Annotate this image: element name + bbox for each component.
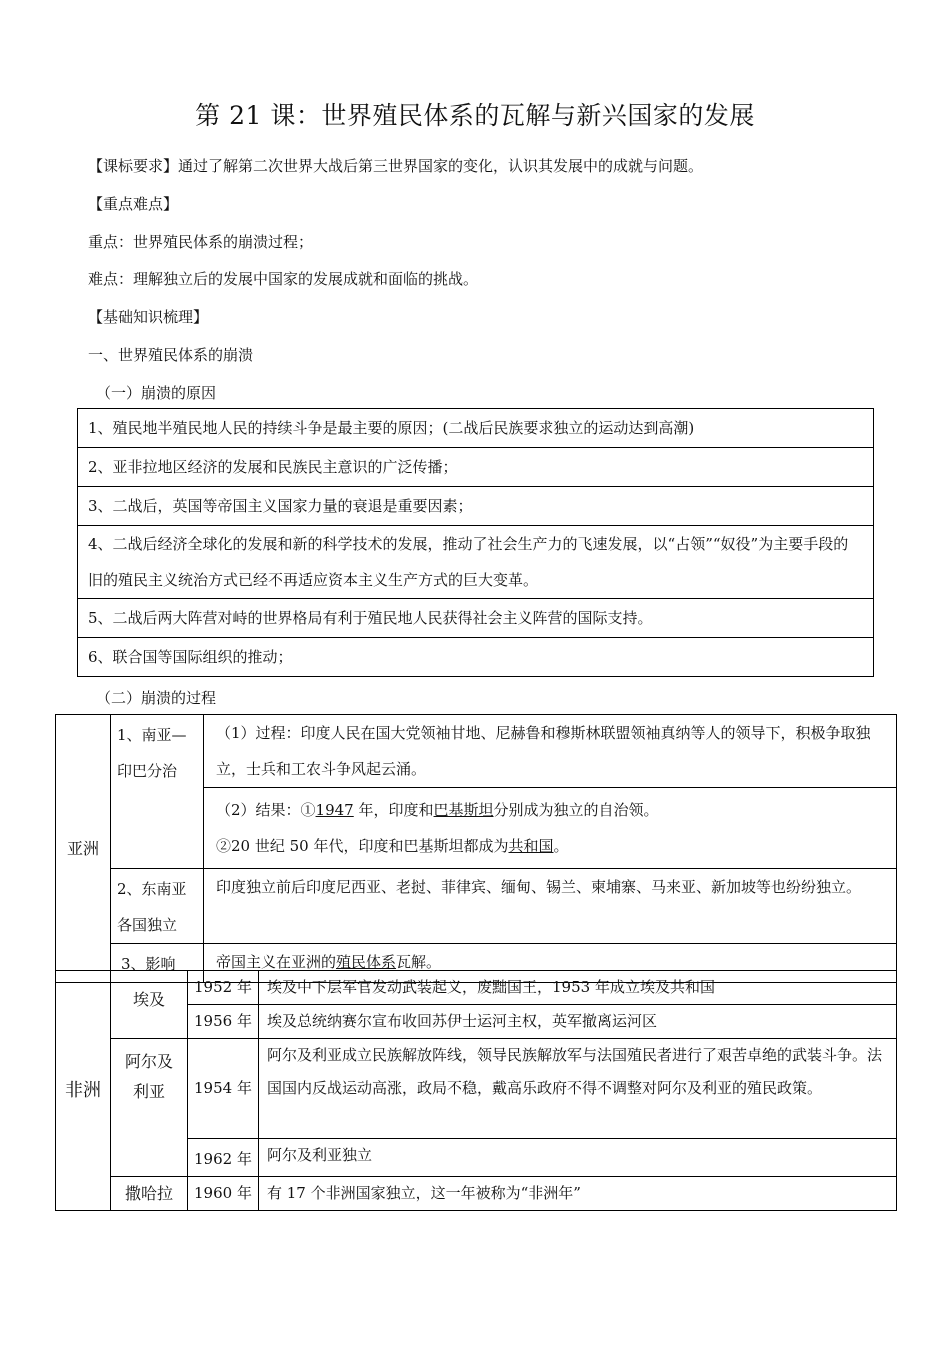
india-process-cell: （1）过程：印度人民在国大党领袖甘地、尼赫鲁和穆斯林联盟领袖真纳等人的领导下，积极争取独立，士兵和工农斗争风起云涌。: [204, 715, 897, 788]
table-row: [56, 869, 897, 944]
impact-prefix: 帝国主义在亚洲的: [216, 953, 337, 971]
standard-label: 【课标要求】: [88, 157, 179, 175]
country-cell: 撒哈拉: [111, 1177, 188, 1211]
country-cell: [111, 1039, 188, 1177]
cause-cell: 3、二战后，英国等帝国主义国家力量的衰退是重要因素；: [78, 487, 874, 526]
result-prefix: （2）结果：①: [216, 801, 316, 819]
table-row: [56, 715, 897, 788]
country-cell: 埃及: [111, 971, 188, 1039]
basics-label: 【基础知识梳理】: [88, 308, 209, 326]
table-row: [56, 1177, 897, 1211]
event-cell: 埃及中下层军官发动武装起义，废黜国王，1953 年成立埃及共和国: [259, 971, 897, 1005]
standard-text: 通过了解第二次世界大战后第三世界国家的变化，认识其发展中的成就与问题。: [178, 157, 704, 175]
cause-cell: 4、二战后经济全球化的发展和新的科学技术的发展，推动了社会生产力的飞速发展，以“占领”“奴役”为主要手段的旧的殖民主义统治方式已经不再适应资本主义生产方式的巨大变革。: [78, 526, 874, 599]
year-cell: 1954 年: [188, 1039, 259, 1139]
sea-desc-cell: 印度独立前后印度尼西亚、老挝、菲律宾、缅甸、锡兰、柬埔寨、马来亚、新加坡等也纷纷独立。: [204, 869, 897, 944]
india-result-line-1: [216, 792, 888, 828]
result-mid: 年，印度和: [353, 801, 434, 819]
table-row: [78, 638, 874, 677]
result2-end: 。: [553, 837, 569, 855]
cause-cell: 2、亚非拉地区经济的发展和民族民主意识的广泛传播；: [78, 448, 874, 487]
result-end: 分别成为独立的自治领。: [493, 801, 659, 819]
difficulty-text: 难点：理解独立后的发展中国家的发展成就和面临的挑战。: [88, 270, 479, 288]
event-cell: 阿尔及利亚独立: [259, 1139, 897, 1177]
india-result-line-2: [216, 828, 888, 864]
region-cell: 亚洲: [56, 715, 111, 983]
year-cell: 1960 年: [188, 1177, 259, 1211]
table-row: [78, 526, 874, 599]
causes-table: [77, 408, 874, 677]
cause-cell: 1、殖民地半殖民地人民的持续斗争是最主要的原因；(二战后民族要求独立的运动达到高潮): [78, 409, 874, 448]
year-cell: 1956 年: [188, 1005, 259, 1039]
table-row: [78, 448, 874, 487]
result-pakistan: 巴基斯坦: [433, 801, 494, 819]
category-cell: 2、东南亚各国独立: [111, 869, 204, 944]
country-line: 利亚: [132, 1082, 165, 1101]
country-line: 阿尔及: [124, 1052, 173, 1071]
asia-table: [55, 714, 897, 983]
event-cell: 阿尔及利亚成立民族解放阵线，领导民族解放军与法国殖民者进行了艰苦卓绝的武装斗争。法国国内反战运动高涨，政局不稳，戴高乐政府不得不调整对阿尔及利亚的殖民政策。: [259, 1039, 897, 1139]
result2-prefix: ②20 世纪 50 年代，印度和巴基斯坦都成为: [216, 837, 509, 855]
year-cell: 1962 年: [188, 1139, 259, 1177]
cause-cell: 6、联合国等国际组织的推动；: [78, 638, 874, 677]
result2-republic: 共和国: [508, 837, 554, 855]
india-result-cell: [204, 788, 897, 869]
section-heading-1: 一、世界殖民体系的崩溃: [88, 346, 254, 364]
category-cell: 1、南亚—印巴分治: [111, 715, 204, 869]
table-row: [78, 487, 874, 526]
event-cell: 埃及总统纳赛尔宣布收回苏伊士运河主权，英军撤离运河区: [259, 1005, 897, 1039]
page-title: 第 21 课：世界殖民体系的瓦解与新兴国家的发展: [195, 101, 755, 130]
focus-text: 重点：世界殖民体系的崩溃过程；: [88, 233, 314, 251]
africa-table: [55, 970, 897, 1211]
cause-cell: 5、二战后两大阵营对峙的世界格局有利于殖民地人民获得社会主义阵营的国际支持。: [78, 599, 874, 638]
section-heading-1-2: （二）崩溃的过程: [96, 689, 217, 707]
table-row: [78, 599, 874, 638]
key-points-label: 【重点难点】: [88, 195, 179, 213]
table-row: [56, 1039, 897, 1139]
table-row: [78, 409, 874, 448]
impact-system: 殖民体系: [336, 953, 397, 971]
result-year: 1947: [315, 801, 354, 819]
section-heading-1-1: （一）崩溃的原因: [96, 384, 217, 402]
category-cell: 3、影响: [111, 944, 204, 983]
standard-line: [88, 155, 703, 176]
region-cell: 非洲: [56, 971, 111, 1211]
table-row: [56, 971, 897, 1005]
event-cell: 有 17 个非洲国家独立，这一年被称为“非洲年”: [259, 1177, 897, 1211]
year-cell: 1952 年: [188, 971, 259, 1005]
impact-end: 瓦解。: [396, 953, 442, 971]
